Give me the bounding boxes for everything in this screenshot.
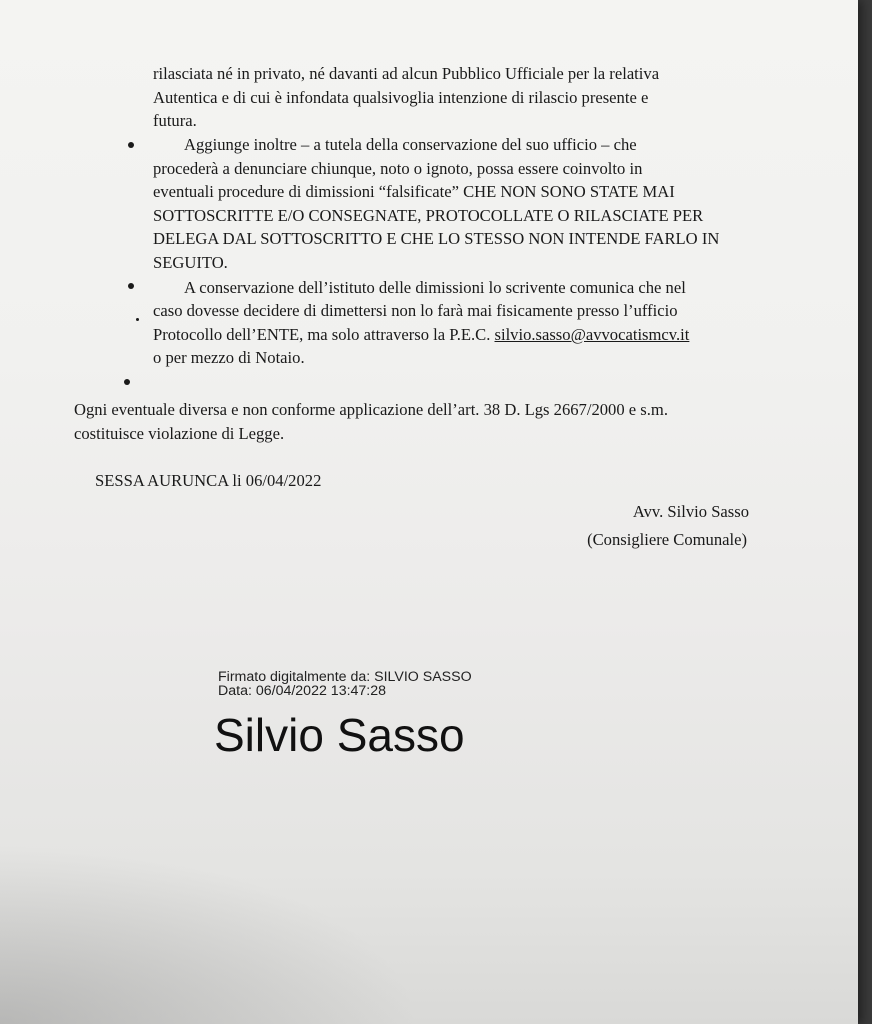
bullet-two-line-2: caso dovesse decidere di dimettersi non lo farà mai fisicamente presso l’ufficio	[153, 301, 678, 320]
bullet-one-line-1: Aggiunge inoltre – a tutela della conservazione del suo ufficio – che	[184, 135, 637, 154]
digital-signature-signed-by: Firmato digitalmente da: SILVIO SASSO	[218, 669, 472, 685]
bullet-two-line-4: o per mezzo di Notaio.	[153, 348, 305, 367]
closing-line-2: costituisce violazione di Legge.	[74, 424, 285, 443]
closing-line-1: Ogni eventuale diversa e non conforme applicazione dell’art. 38 D. Lgs 2667/2000 e s.m.	[74, 400, 668, 419]
shadow-overlay	[0, 844, 420, 1024]
signatory-name: Avv. Silvio Sasso	[632, 502, 749, 521]
continuation-line-3: futura.	[153, 111, 197, 130]
bullet-marker-2	[128, 283, 134, 289]
digital-signature-name: Silvio Sasso	[214, 709, 465, 761]
bullet-marker-3	[124, 379, 130, 385]
bullet-one-line-6: SEGUITO.	[153, 253, 228, 272]
digital-signature-date: Data: 06/04/2022 13:47:28	[218, 683, 387, 699]
pec-email-link[interactable]: silvio.sasso@avvocatismcv.it	[494, 325, 690, 344]
bullet-one-line-3: eventuali procedure di dimissioni “falsificate” CHE NON SONO STATE MAI	[153, 182, 675, 201]
stray-dot	[136, 318, 139, 321]
bullet-two-line-3	[153, 323, 689, 346]
bullet-two-line-1: A conservazione dell’istituto delle dimissioni lo scrivente comunica che nel	[184, 278, 686, 297]
bullet-two-line-3-prefix: Protocollo dell’ENTE, ma solo attraverso la P.E.C.	[153, 325, 495, 344]
continuation-line-1: rilasciata né in privato, né davanti ad alcun Pubblico Ufficiale per la relativa	[153, 64, 660, 83]
signatory-role: (Consigliere Comunale)	[587, 530, 747, 549]
bullet-marker-1	[128, 142, 134, 148]
bullet-one-line-4: SOTTOSCRITTE E/O CONSEGNATE, PROTOCOLLATE O RILASCIATE PER	[153, 206, 704, 225]
bullet-one-line-5: DELEGA DAL SOTTOSCRITTO E CHE LO STESSO NON INTENDE FARLO IN	[153, 229, 720, 248]
continuation-line-2: Autentica e di cui è infondata qualsivoglia intenzione di rilascio presente e	[153, 88, 649, 107]
place-date: SESSA AURUNCA li 06/04/2022	[95, 471, 322, 490]
bullet-one-line-2: procederà a denunciare chiunque, noto o ignoto, possa essere coinvolto in	[153, 159, 643, 178]
